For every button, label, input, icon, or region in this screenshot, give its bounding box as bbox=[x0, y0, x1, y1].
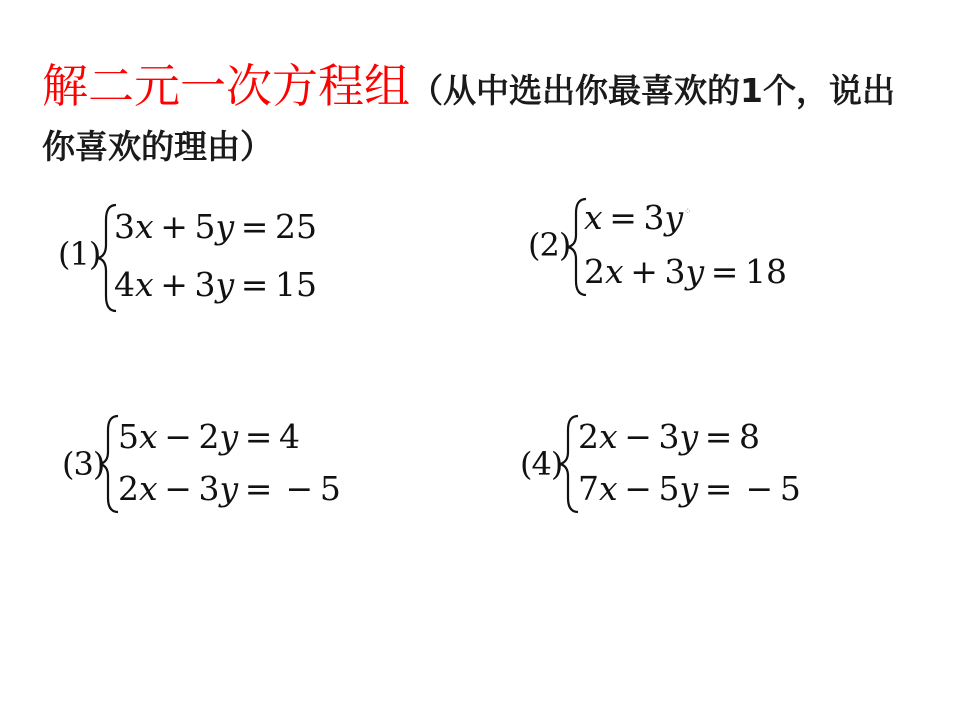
equation-system-4 bbox=[520, 412, 820, 517]
system-label-2: (2) bbox=[528, 226, 571, 264]
equation-4a: 2x − 3y = 8 bbox=[578, 417, 760, 456]
title-instruction: （从中选出你最喜欢的1个，说出你喜欢的理由） bbox=[42, 71, 895, 166]
equation-4b: 7x − 5y = − 5 bbox=[578, 469, 801, 508]
equation-1b: 4x + 3y = 15 bbox=[114, 265, 317, 304]
dot-mark-icon: ⁘ bbox=[684, 207, 692, 217]
equation-2b: 2x + 3y = 18 bbox=[584, 252, 787, 291]
system-label-4: (4) bbox=[520, 445, 563, 483]
equation-system-1 bbox=[58, 200, 358, 315]
equation-system-2 bbox=[528, 195, 828, 300]
equation-1a: 3x + 5y = 25 bbox=[114, 207, 317, 246]
system-label-3: (3) bbox=[62, 445, 105, 483]
equation-3a: 5x − 2y = 4 bbox=[118, 417, 300, 456]
equation-2a: x = 3y bbox=[584, 198, 684, 237]
equation-system-3 bbox=[62, 412, 362, 517]
system-label-1: (1) bbox=[58, 235, 101, 273]
slide-title bbox=[42, 58, 922, 175]
equation-3b: 2x − 3y = − 5 bbox=[118, 469, 341, 508]
title-main: 解二元一次方程组 bbox=[42, 59, 410, 113]
